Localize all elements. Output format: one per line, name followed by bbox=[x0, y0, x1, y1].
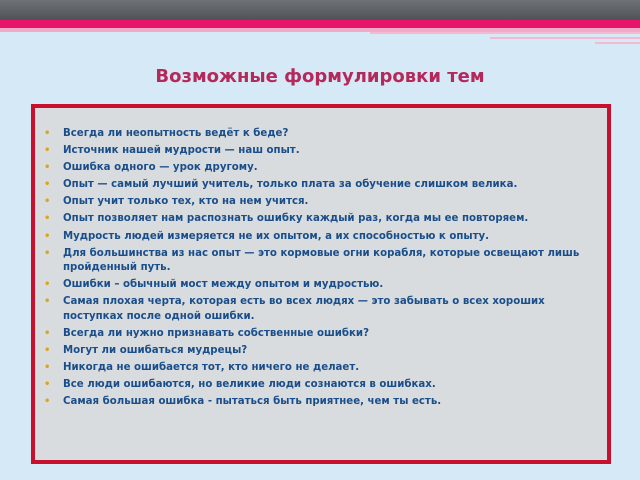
list-item-text: Ошибки – обычный мост между опытом и мудростью. bbox=[63, 279, 384, 291]
list-item-text: Все люди ошибаются, но великие люди сознаются в ошибках. bbox=[63, 379, 436, 391]
slide-title: Возможные формулировки тем bbox=[155, 66, 485, 87]
list-item bbox=[44, 161, 603, 176]
list-item bbox=[44, 395, 603, 410]
decorative-lines bbox=[370, 32, 640, 44]
list-item-text: Опыт учит только тех, кто на нем учится. bbox=[63, 196, 309, 208]
list-item bbox=[44, 247, 603, 276]
list-item-text: Никогда не ошибается тот, кто ничего не делает. bbox=[63, 362, 360, 374]
list-item bbox=[44, 195, 603, 210]
topics-panel bbox=[31, 104, 611, 464]
topics-list bbox=[44, 127, 603, 412]
list-item bbox=[44, 361, 603, 376]
list-item bbox=[44, 278, 603, 293]
bullet-icon: • bbox=[44, 362, 51, 374]
bullet-icon: • bbox=[44, 213, 51, 225]
header-bar bbox=[0, 0, 640, 20]
list-item bbox=[44, 178, 603, 193]
bullet-icon: • bbox=[44, 230, 51, 242]
list-item bbox=[44, 144, 603, 159]
list-item-text: Для большинства из нас опыт — это кормовые огни корабля, которые освещают лишь пройденный путь. bbox=[63, 247, 580, 274]
list-item bbox=[44, 327, 603, 342]
bullet-icon: • bbox=[44, 196, 51, 208]
bullet-icon: • bbox=[44, 396, 51, 408]
list-item-text: Могут ли ошибаться мудрецы? bbox=[63, 345, 248, 357]
list-item-text: Опыт позволяет нам распознать ошибку каждый раз, когда мы ее повторяем. bbox=[63, 213, 529, 225]
list-item bbox=[44, 378, 603, 393]
accent-stripe bbox=[0, 20, 640, 28]
list-item-text: Источник нашей мудрости — наш опыт. bbox=[63, 145, 300, 157]
bullet-icon: • bbox=[44, 327, 51, 339]
bullet-icon: • bbox=[44, 128, 51, 139]
list-item-text: Ошибка одного — урок другому. bbox=[63, 162, 258, 174]
list-item-text: Всегда ли нужно признавать собственные ошибки? bbox=[63, 327, 369, 339]
list-item bbox=[44, 344, 603, 359]
bullet-icon: • bbox=[44, 145, 51, 157]
bullet-icon: • bbox=[44, 379, 51, 391]
bullet-icon: • bbox=[44, 247, 51, 259]
list-item bbox=[44, 295, 603, 324]
bullet-icon: • bbox=[44, 179, 51, 191]
list-item-text: Мудрость людей измеряется не их опытом, а их способностью к опыту. bbox=[63, 230, 490, 242]
bullet-icon: • bbox=[44, 279, 51, 291]
list-item bbox=[44, 127, 603, 142]
list-item-text: Всегда ли неопытность ведёт к беде? bbox=[63, 128, 289, 139]
list-item-text: Самая большая ошибка - пытаться быть приятнее, чем ты есть. bbox=[63, 396, 442, 408]
list-item-text: Опыт — самый лучший учитель, только плата за обучение слишком велика. bbox=[63, 179, 518, 191]
bullet-icon: • bbox=[44, 296, 51, 308]
bullet-icon: • bbox=[44, 162, 51, 174]
list-item bbox=[44, 230, 603, 245]
list-item bbox=[44, 212, 603, 227]
list-item-text: Самая плохая черта, которая есть во всех людях — это забывать о всех хороших поступках после одной ошибки. bbox=[63, 296, 545, 322]
bullet-icon: • bbox=[44, 345, 51, 357]
